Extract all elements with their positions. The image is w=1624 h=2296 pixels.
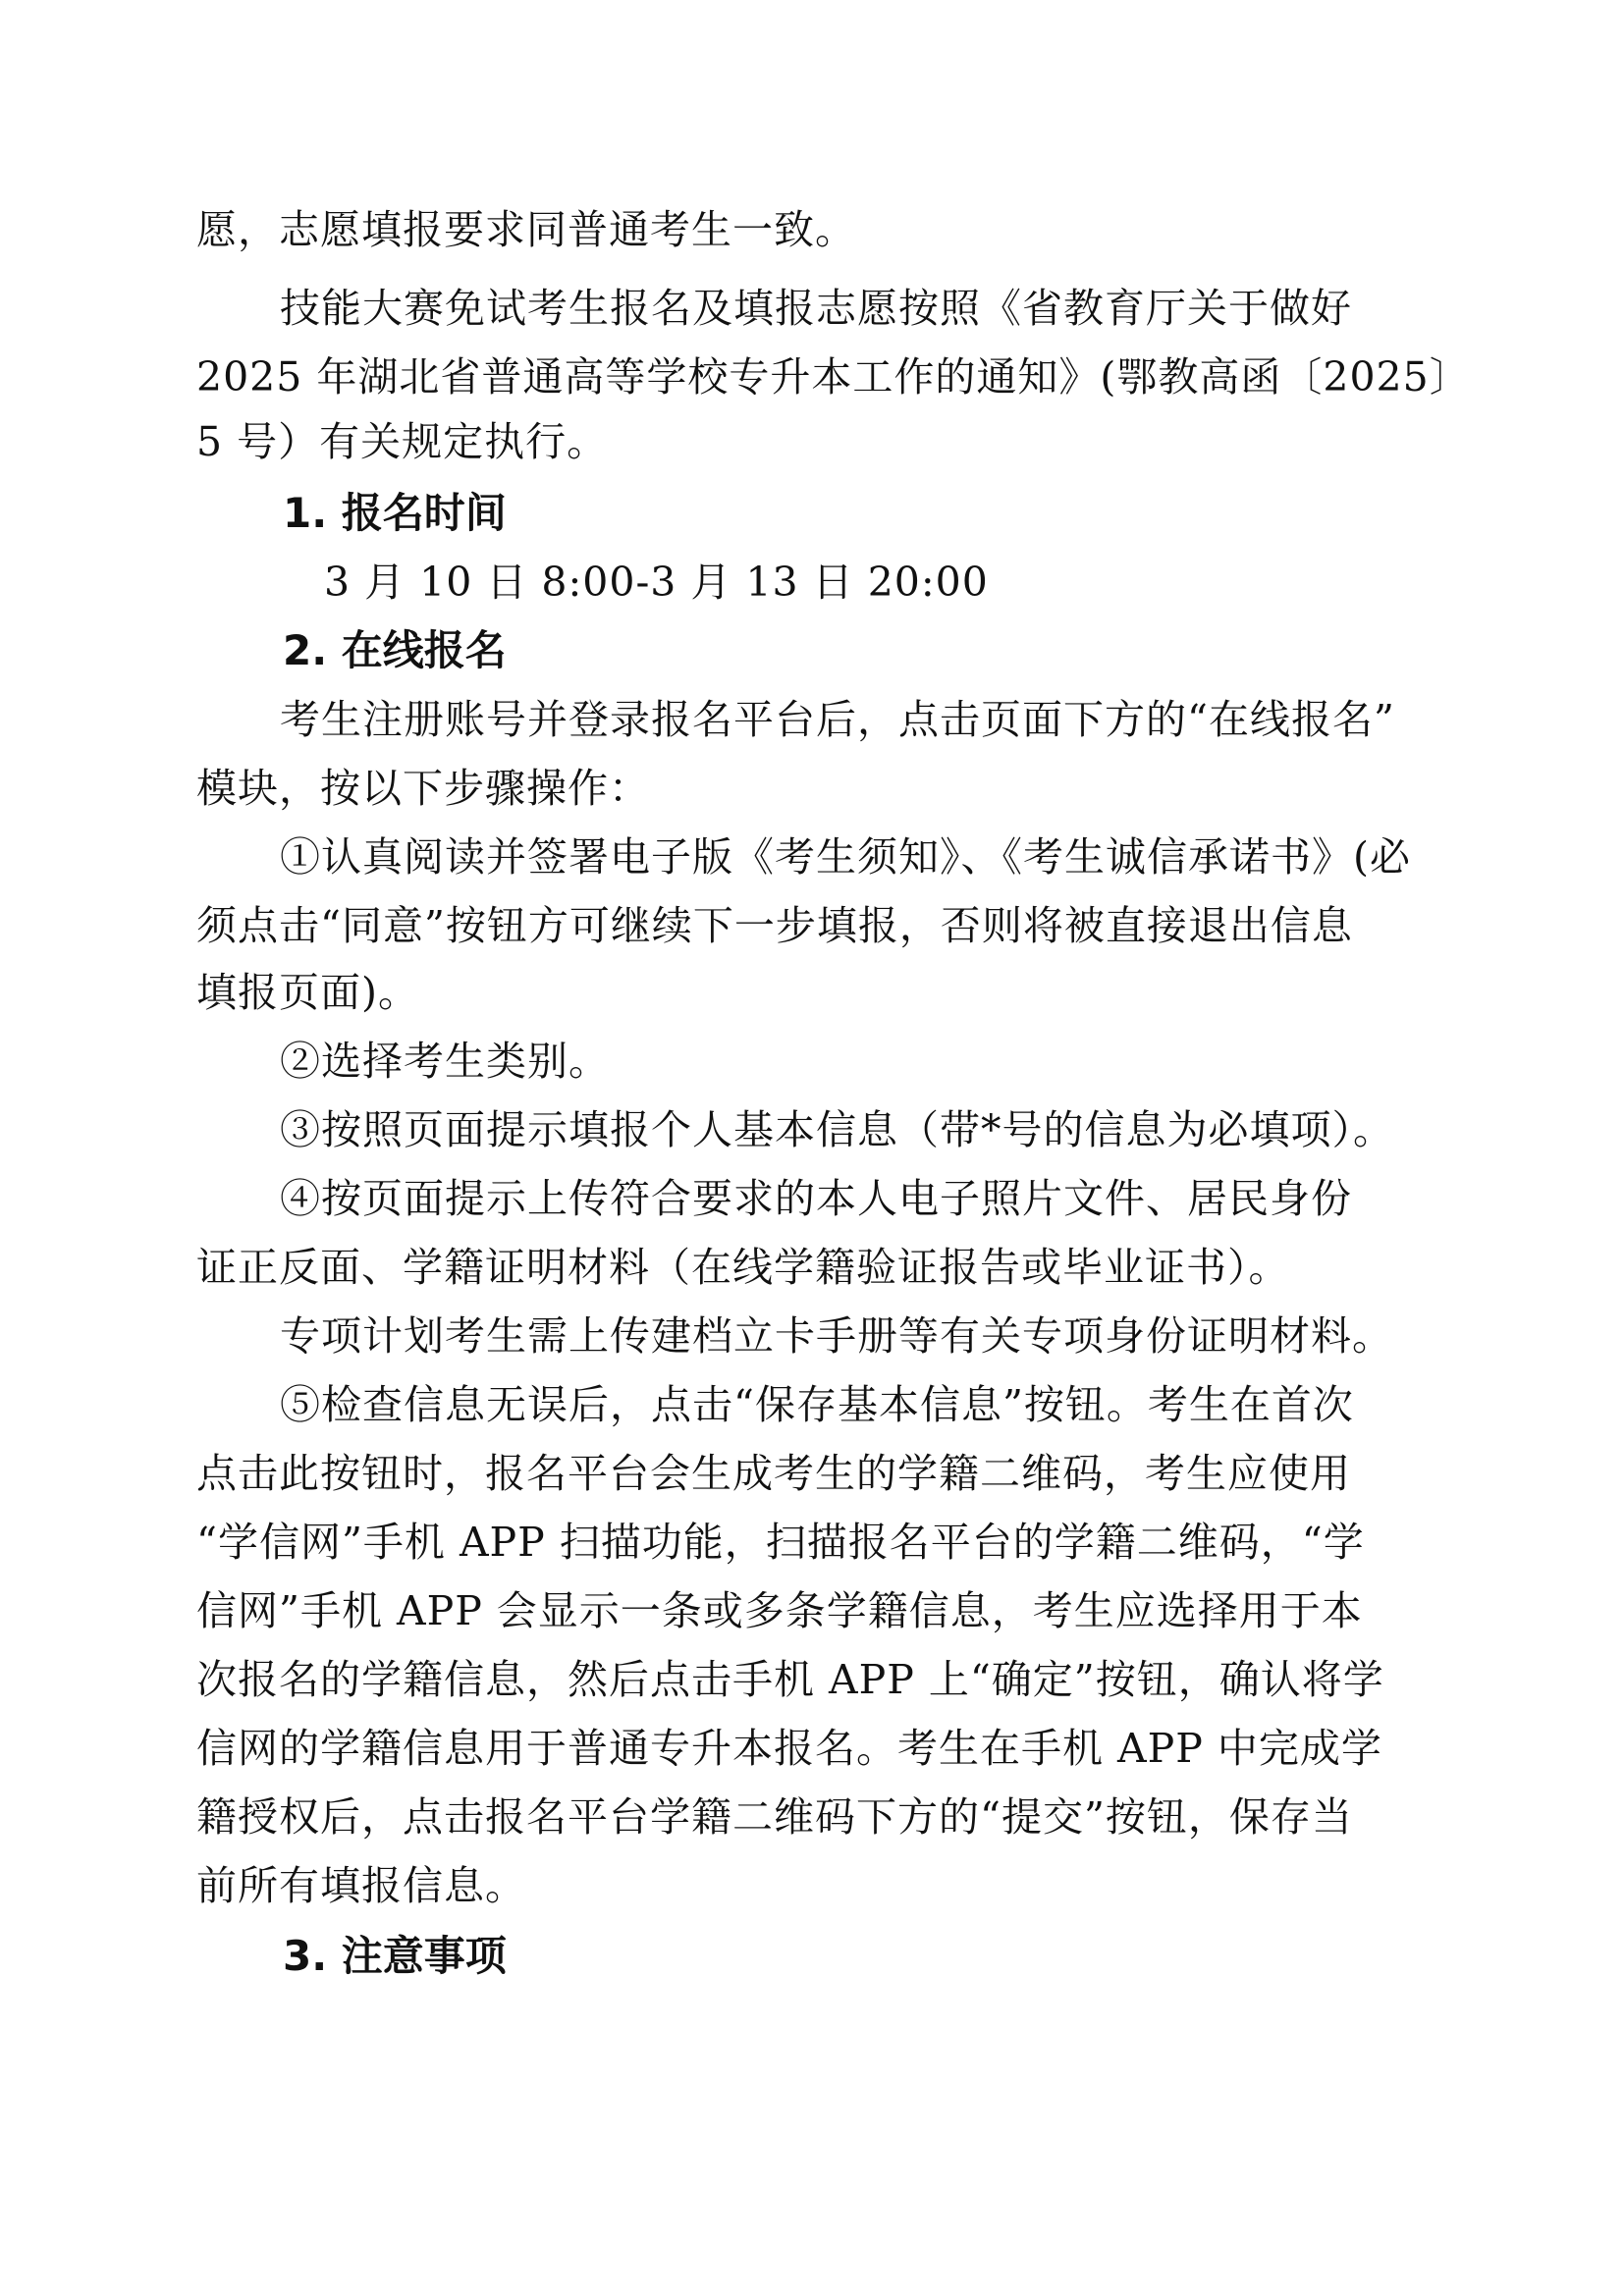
step-5-line-5: 次报名的学籍信息，然后点击手机 APP 上“确定”按钮，确认将学 <box>196 1656 1384 1703</box>
step-5-line-4: 信网”手机 APP 会显示一条或多条学籍信息，考生应选择用于本 <box>196 1587 1363 1634</box>
registration-time: 3 月 10 日 8:00-3 月 13 日 20:00 <box>324 559 989 606</box>
section-heading-3: 3. 注意事项 <box>283 1932 507 1980</box>
body-line-1: 愿，志愿填报要求同普通考生一致。 <box>196 206 856 253</box>
special-plan-note: 专项计划考生需上传建档立卡手册等有关专项身份证明材料。 <box>280 1312 1393 1360</box>
section-heading-2: 2. 在线报名 <box>283 626 507 674</box>
section-heading-1: 1. 报名时间 <box>283 489 507 537</box>
step-5-line-1: ⑤检查信息无误后，点击“保存基本信息”按钮。考生在首次 <box>280 1381 1354 1428</box>
step-1-line-1: ①认真阅读并签署电子版《考生须知》、《考生诚信承诺书》(必 <box>280 833 1411 881</box>
step-5-line-6: 信网的学籍信息用于普通专升本报名。考生在手机 APP 中完成学 <box>196 1725 1382 1772</box>
body-line-5: 考生注册账号并登录报名平台后，点击页面下方的“在线报名” <box>280 696 1395 743</box>
body-line-2: 技能大赛免试考生报名及填报志愿按照《省教育厅关于做好 <box>280 285 1352 332</box>
step-4-line-1: ④按页面提示上传符合要求的本人电子照片文件、居民身份 <box>280 1175 1352 1222</box>
step-2: ②选择考生类别。 <box>280 1038 610 1085</box>
body-line-4: 5 号）有关规定执行。 <box>196 418 609 465</box>
step-5-line-3: “学信网”手机 APP 扫描功能，扫描报名平台的学籍二维码，“学 <box>196 1519 1365 1566</box>
step-5-line-2: 点击此按钮时，报名平台会生成考生的学籍二维码，考生应使用 <box>196 1450 1351 1497</box>
step-4-line-2: 证正反面、学籍证明材料（在线学籍验证报告或毕业证书）。 <box>196 1244 1290 1291</box>
step-3: ③按照页面提示填报个人基本信息（带*号的信息为必填项）。 <box>280 1106 1394 1153</box>
step-5-line-8: 前所有填报信息。 <box>196 1862 526 1909</box>
step-1-line-2: 须点击“同意”按钮方可继续下一步填报，否则将被直接退出信息 <box>196 902 1353 949</box>
step-5-line-7: 籍授权后，点击报名平台学籍二维码下方的“提交”按钮，保存当 <box>196 1793 1353 1841</box>
body-line-6: 模块，按以下步骤操作： <box>196 765 650 812</box>
step-1-line-3: 填报页面)。 <box>196 969 419 1016</box>
body-line-3: 2025 年湖北省普通高等学校专升本工作的通知》(鄂教高函〔2025〕 <box>196 353 1471 400</box>
